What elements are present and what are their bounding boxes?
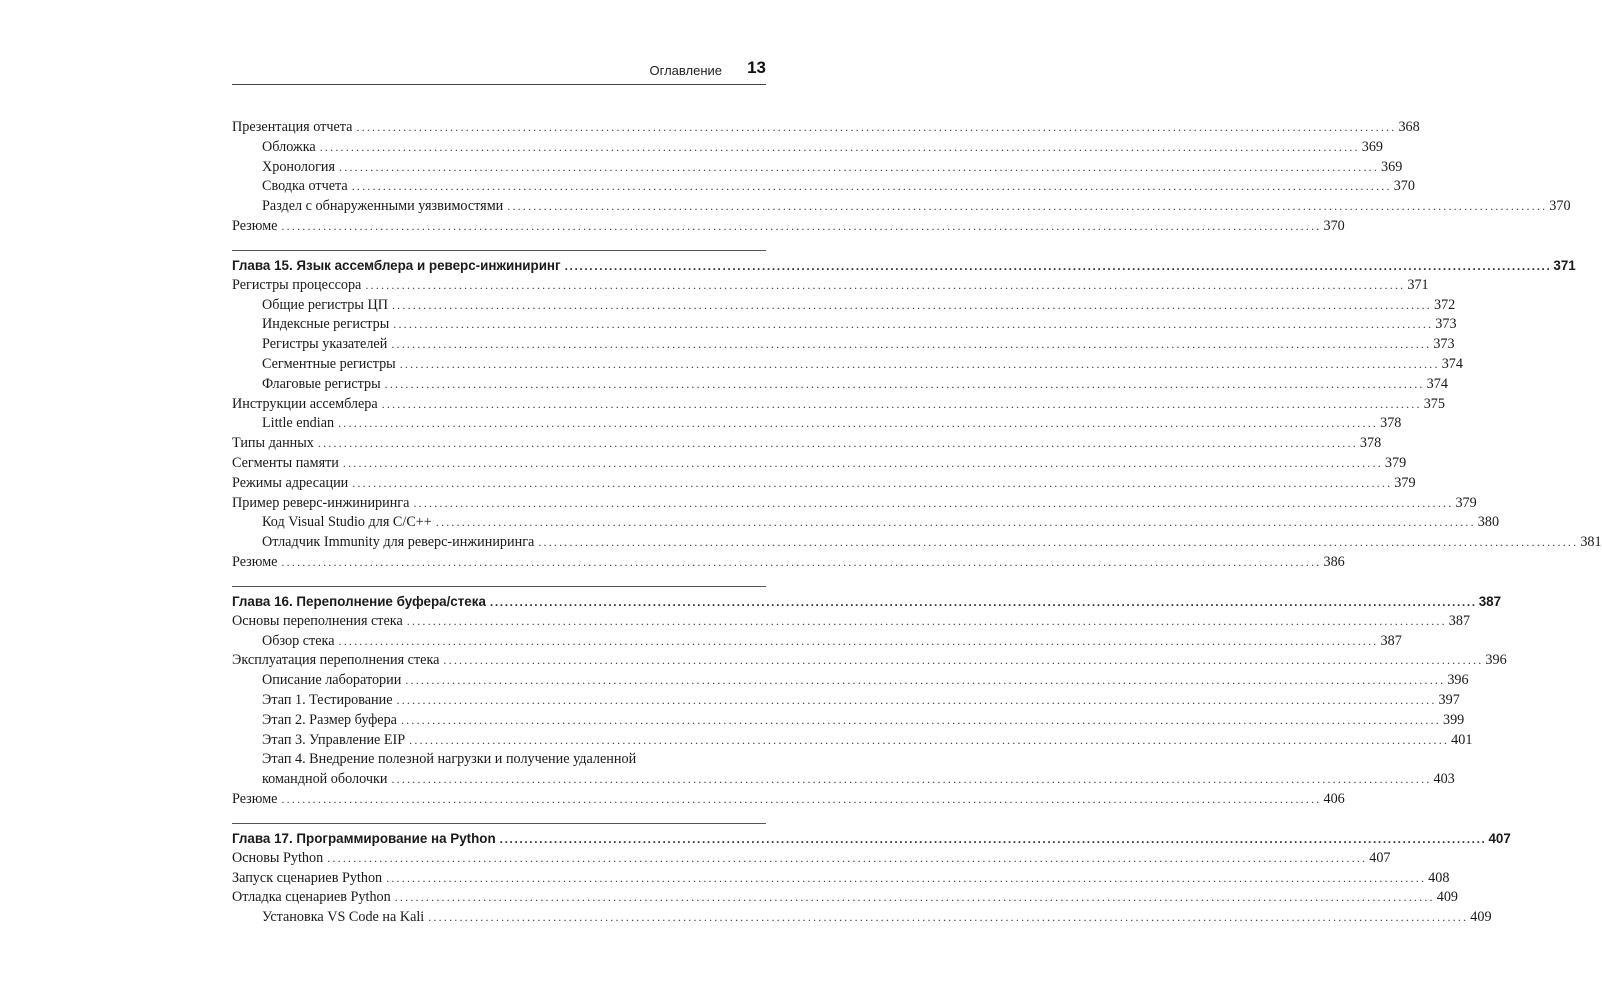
- leader-dots: ........................................................................................................................................................................................................: [319, 139, 1360, 154]
- toc-subentry[interactable]: [232, 671, 1469, 691]
- leader-dots: ........................................................................................................................................................................................................: [394, 890, 1435, 905]
- entry-page-number: 370: [1549, 198, 1571, 215]
- entry-title: Сегментные регистры: [262, 355, 396, 372]
- toc-entry[interactable]: [232, 869, 1450, 889]
- leader-dots: ........................................................................................................................................................................................................: [489, 594, 1477, 609]
- toc-subentry[interactable]: [232, 513, 1500, 533]
- entry-title: Пример реверс-инжиниринга: [232, 494, 410, 511]
- entry-title: Сводка отчета: [262, 178, 348, 195]
- entry-page-number: 397: [1438, 691, 1460, 708]
- entry-page-number: 379: [1455, 494, 1477, 511]
- entry-page-number: 381: [1580, 534, 1602, 551]
- entry-page-number: 401: [1451, 731, 1473, 748]
- entry-title: Резюме: [232, 553, 278, 570]
- chapter-page-number: 371: [1553, 257, 1576, 273]
- page-number: 13: [747, 58, 766, 77]
- chapter-page-number: 407: [1488, 830, 1511, 846]
- leader-dots: ........................................................................................................................................................................................................: [399, 356, 1440, 371]
- entry-title: Регистры указателей: [262, 336, 388, 353]
- entry-title: Сегменты памяти: [232, 454, 339, 471]
- entry-page-number: 409: [1436, 889, 1459, 906]
- entry-page-number: 387: [1380, 632, 1402, 649]
- leader-dots: ........................................................................................................................................................................................................: [435, 515, 1476, 530]
- chapter-title: Глава 15. Язык ассемблера и реверс-инжиниринг: [232, 257, 561, 273]
- entry-title: Индексные регистры: [262, 316, 390, 333]
- leader-dots: ........................................................................................................................................................................................................: [342, 455, 1383, 470]
- leader-dots: ........................................................................................................................................................................................................: [381, 396, 1422, 411]
- entry-title: Этап 1. Тестирование: [262, 691, 393, 708]
- entry-title: Основы переполнения стека: [232, 612, 403, 629]
- leader-dots: ........................................................................................................................................................................................................: [405, 673, 1446, 688]
- leader-dots: ........................................................................................................................................................................................................: [338, 633, 1379, 648]
- entry-page-number: 380: [1477, 514, 1500, 531]
- leader-dots: ........................................................................................................................................................................................................: [281, 791, 1322, 806]
- leader-dots: ........................................................................................................................................................................................................: [365, 277, 1406, 292]
- chapter-page-number: 387: [1478, 593, 1502, 609]
- toc-subentry[interactable]: [232, 296, 1456, 316]
- leader-dots: ........................................................................................................................................................................................................: [393, 317, 1434, 332]
- toc-entry[interactable]: [232, 651, 1507, 671]
- entry-title: Флаговые регистры: [262, 375, 381, 392]
- entry-page-number: 370: [1393, 178, 1415, 195]
- toc-subentry[interactable]: [232, 711, 1465, 731]
- toc-entry[interactable]: [232, 395, 1445, 415]
- entry-page-number: 409: [1470, 909, 1492, 926]
- toc-chapter-heading[interactable]: [232, 250, 1576, 276]
- leader-dots: ........................................................................................................................................................................................................: [339, 159, 1380, 174]
- entry-page-number: 387: [1448, 612, 1471, 629]
- entry-title: Эксплуатация переполнения стека: [232, 652, 440, 669]
- entry-page-number: 369: [1361, 138, 1383, 155]
- toc-subentry[interactable]: [232, 731, 1473, 751]
- entry-page-number: 375: [1423, 395, 1445, 412]
- entry-page-number: 379: [1394, 474, 1416, 491]
- entry-title: Инструкции ассемблера: [232, 395, 378, 412]
- entry-title: Режимы адресации: [232, 474, 349, 491]
- entry-title: Little endian: [262, 415, 335, 432]
- toc-entry[interactable]: [232, 553, 1345, 573]
- entry-page-number: 370: [1323, 217, 1345, 234]
- toc-subentry[interactable]: [232, 315, 1457, 335]
- entry-page-number: 379: [1384, 454, 1407, 471]
- leader-dots: ........................................................................................................................................................................................................: [391, 772, 1432, 787]
- entry-title: Типы данных: [232, 435, 314, 452]
- toc-subentry[interactable]: [232, 691, 1460, 711]
- entry-page-number: 403: [1433, 771, 1455, 788]
- leader-dots: ........................................................................................................................................................................................................: [538, 535, 1579, 550]
- entry-page-number: 378: [1380, 415, 1402, 432]
- leader-dots: ........................................................................................................................................................................................................: [317, 436, 1358, 451]
- entry-title: Установка VS Code на Kali: [262, 909, 425, 926]
- leader-dots: ........................................................................................................................................................................................................: [386, 870, 1427, 885]
- leader-dots: ........................................................................................................................................................................................................: [413, 495, 1454, 510]
- entry-title: Описание лаборатории: [262, 672, 402, 689]
- running-head-title: Оглавление: [649, 63, 722, 78]
- leader-dots: ........................................................................................................................................................................................................: [499, 831, 1487, 846]
- toc-chapter-block: [232, 118, 1571, 237]
- toc-subentry[interactable]: [232, 355, 1463, 375]
- entry-page-number: 396: [1485, 652, 1507, 669]
- leader-dots: ........................................................................................................................................................................................................: [356, 120, 1397, 134]
- entry-page-number: 399: [1442, 711, 1465, 728]
- toc-subentry[interactable]: [232, 138, 1383, 158]
- table-of-contents: [232, 118, 1602, 928]
- entry-title: Этап 4. Внедрение полезной нагрузки и получение удаленной: [262, 751, 637, 768]
- toc-entry[interactable]: [232, 434, 1382, 454]
- entry-title: Регистры процессора: [232, 276, 362, 293]
- leader-dots: ........................................................................................................................................................................................................: [391, 297, 1432, 312]
- entry-title: Код Visual Studio для C/C++: [262, 514, 432, 531]
- toc-chapter-block: [232, 823, 1511, 928]
- entry-page-number: 396: [1447, 672, 1469, 689]
- entry-page-number: 373: [1435, 316, 1457, 333]
- entry-page-number: 374: [1426, 375, 1448, 392]
- entry-title: Этап 2. Размер буфера: [262, 711, 397, 728]
- toc-subentry[interactable]: [232, 335, 1455, 355]
- entry-title-continued: командной оболочки: [262, 771, 388, 788]
- entry-title: Резюме: [232, 790, 278, 807]
- toc-entry[interactable]: [232, 276, 1429, 296]
- toc-entry[interactable]: [232, 750, 1455, 790]
- header-rule: [232, 84, 766, 85]
- leader-dots: ........................................................................................................................................................................................................: [281, 218, 1322, 233]
- leader-dots: ........................................................................................................................................................................................................: [384, 376, 1425, 391]
- toc-subentry[interactable]: [232, 197, 1571, 217]
- toc-subentry[interactable]: [232, 632, 1402, 652]
- toc-subentry[interactable]: [232, 158, 1403, 178]
- toc-chapter-heading[interactable]: [232, 823, 1511, 849]
- leader-dots: ........................................................................................................................................................................................................: [443, 653, 1484, 668]
- entry-page-number: 369: [1381, 158, 1403, 175]
- toc-entry[interactable]: [232, 118, 1420, 138]
- entry-title: Обзор стека: [262, 632, 335, 649]
- entry-title: Основы Python: [232, 849, 324, 866]
- entry-title: Обложка: [262, 138, 316, 155]
- entry-title: Презентация отчета: [232, 119, 353, 135]
- entry-page-number: 406: [1323, 790, 1345, 807]
- leader-dots: ........................................................................................................................................................................................................: [281, 554, 1322, 569]
- toc-subentry[interactable]: [232, 908, 1492, 928]
- entry-title: Резюме: [232, 217, 278, 234]
- toc-entry[interactable]: [232, 849, 1391, 869]
- entry-title: Запуск сценариев Python: [232, 869, 383, 886]
- entry-title: Общие регистры ЦП: [262, 296, 388, 313]
- toc-chapter-block: [232, 250, 1602, 573]
- leader-dots: ........................................................................................................................................................................................................: [351, 179, 1392, 194]
- leader-dots: ........................................................................................................................................................................................................: [391, 337, 1432, 352]
- entry-title: Отладка сценариев Python: [232, 889, 391, 906]
- entry-page-number: 408: [1428, 869, 1450, 886]
- toc-entry[interactable]: [232, 454, 1407, 474]
- toc-entry[interactable]: [232, 217, 1345, 237]
- toc-subentry[interactable]: [232, 177, 1415, 197]
- leader-dots: ........................................................................................................................................................................................................: [564, 258, 1552, 273]
- entry-title: Этап 3. Управление EIP: [262, 731, 406, 748]
- toc-entry[interactable]: [232, 494, 1477, 514]
- toc-entry[interactable]: [232, 612, 1471, 632]
- leader-dots: ........................................................................................................................................................................................................: [406, 613, 1447, 628]
- entry-title: Раздел с обнаруженными уязвимостями: [262, 198, 504, 215]
- entry-page-number: 373: [1433, 336, 1455, 353]
- entry-page-number: 371: [1407, 276, 1429, 293]
- leader-dots: ........................................................................................................................................................................................................: [338, 416, 1379, 431]
- entry-page-number: 386: [1323, 553, 1345, 570]
- chapter-title: Глава 17. Программирование на Python: [232, 830, 496, 846]
- entry-page-number: 374: [1441, 355, 1463, 372]
- leader-dots: ........................................................................................................................................................................................................: [400, 712, 1441, 727]
- toc-subentry[interactable]: [232, 375, 1448, 395]
- toc-entry[interactable]: [232, 474, 1416, 494]
- leader-dots: ........................................................................................................................................................................................................: [428, 910, 1469, 925]
- entry-page-number: 378: [1359, 435, 1382, 452]
- entry-title: Хронология: [262, 158, 336, 175]
- leader-dots: ........................................................................................................................................................................................................: [327, 850, 1368, 865]
- toc-entry[interactable]: [232, 790, 1345, 810]
- leader-dots: ........................................................................................................................................................................................................: [409, 732, 1450, 747]
- toc-subentry[interactable]: [232, 533, 1602, 553]
- chapter-title: Глава 16. Переполнение буфера/стека: [232, 593, 486, 609]
- entry-title: Отладчик Immunity для реверс-инжиниринга: [262, 534, 535, 551]
- toc-chapter-block: [232, 586, 1507, 810]
- leader-dots: ........................................................................................................................................................................................................: [352, 475, 1393, 490]
- toc-entry[interactable]: [232, 888, 1459, 908]
- page-header: [232, 58, 766, 82]
- entry-page-number: 372: [1433, 296, 1456, 313]
- toc-subentry[interactable]: [232, 414, 1402, 434]
- entry-page-number: 407: [1369, 849, 1391, 866]
- entry-page-number: 368: [1398, 119, 1420, 135]
- toc-chapter-heading[interactable]: [232, 586, 1502, 612]
- leader-dots: ........................................................................................................................................................................................................: [507, 199, 1548, 214]
- leader-dots: ........................................................................................................................................................................................................: [396, 692, 1437, 707]
